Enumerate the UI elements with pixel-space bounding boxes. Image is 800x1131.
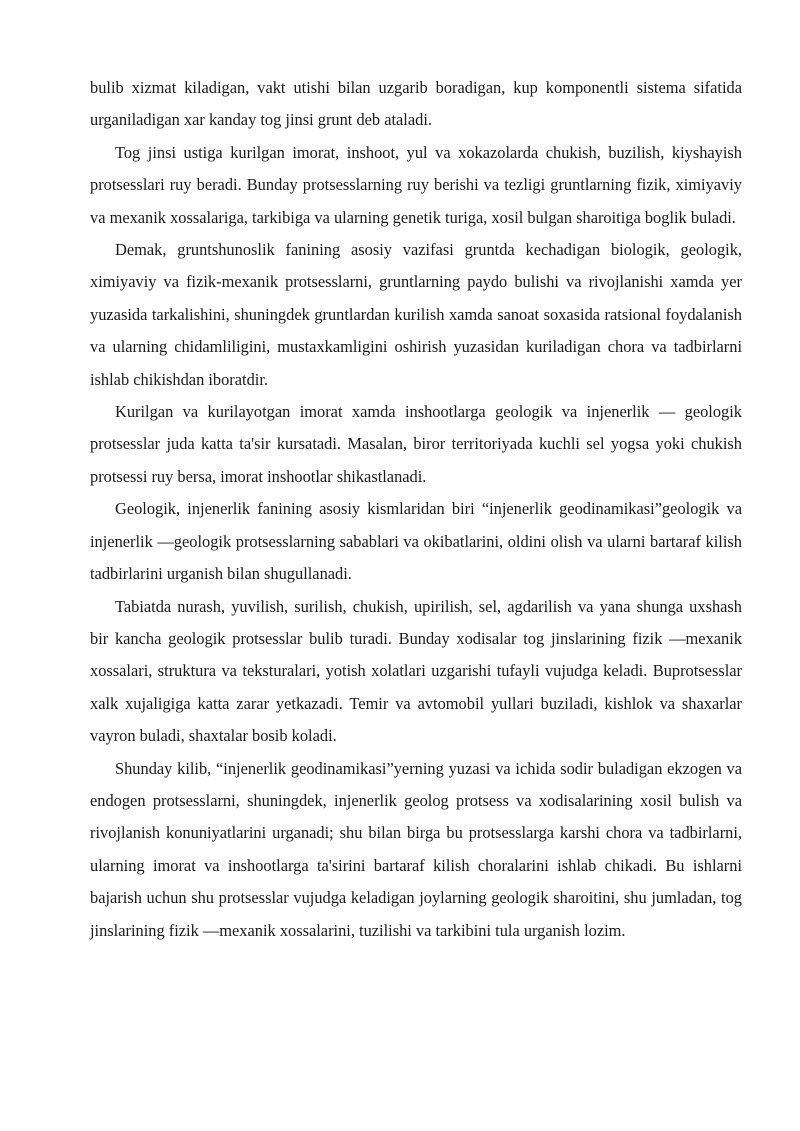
paragraph-7: Shunday kilib, “injenerlik geodinamikasi”yerning yuzasi va ichida sodir buladigan ekzogen va endogen protsesslarni, shuningdek, injenerlik geolog protsess va xodisalarining xosil bulish va rivojlanish konuniyatlarini urganadi; shu bilan birga bu protsesslarga karshi chora va tadbirlarni, ularning imorat va inshootlarga ta'sirini bartaraf kilish choralarini ishlab chikadi. Bu ishlarni bajarish uchun shu protsesslar vujudga keladigan joylarning geologik sharoitini, shu jumladan, tog jinslarining fizik —mexanik xossalarini, tuzilishi va tarkibini tula urganish lozim. — [90, 758, 742, 940]
paragraph-3: Demak, gruntshunoslik fanining asosiy vazifasi gruntda kechadigan biologik, geologik, ximiyaviy va fizik-mexanik protsesslarni, gruntlarning paydo bulishi va rivojlanishi xamda yer yuzasida tarkalishini, shuningdek gruntlardan kurilish xamda sanoat soxasida ratsional foydalanish va ularning chidamliligini, mustaxkamligini oshirish yuzasidan kuriladigan chora va tadbirlarni ishlab chikishdan iboratdir. — [90, 240, 742, 389]
document-page — [90, 72, 742, 947]
paragraph-6: Tabiatda nurash, yuvilish, surilish, chukish, upirilish, sel, agdarilish va yana shunga uxshash bir kancha geologik protsesslar bulib turadi. Bunday xodisalar tog jinslarining fizik —mexanik xossalari, struktura va teksturalari, yotish xolatlari uzgarishi tufayli vujudga keladi. Buprotsesslar xalk xujaligiga katta zarar yetkazadi. Temir va avtomobil yullari buziladi, kishlok va shaxarlar vayron buladi, shaxtalar bosib koladi. — [90, 596, 742, 746]
paragraph-5: Geologik, injenerlik fanining asosiy kismlaridan biri “injenerlik geodinamikasi”geologik va injenerlik —geologik protsesslarning sabablari va okibatlarini, oldini olish va ularni bartaraf kilish tadbirlarini urganish bilan shugullanadi. — [90, 499, 742, 584]
paragraph-4: Kurilgan va kurilayotgan imorat xamda inshootlarga geologik va injenerlik — geologik protsesslar juda katta ta'sir kursatadi. Masalan, biror territoriyada kuchli sel yogsa yoki chukish protsessi ruy bersa, imorat inshootlar shikastlanadi. — [90, 402, 742, 486]
paragraph-1: bulib xizmat kiladigan, vakt utishi bilan uzgarib boradigan, kup komponentli sistema sifatida urganiladigan xar kanday tog jinsi grunt deb ataladi. — [90, 78, 742, 130]
paragraph-2: Tog jinsi ustiga kurilgan imorat, inshoot, yul va xokazolarda chukish, buzilish, kiyshayish protsesslari ruy beradi. Bunday protsesslarning ruy berishi va tezligi gruntlarning fizik, ximiyaviy va mexanik xossalariga, tarkibiga va ularning genetik turiga, xosil bulgan sharoitiga boglik buladi. — [90, 142, 742, 227]
